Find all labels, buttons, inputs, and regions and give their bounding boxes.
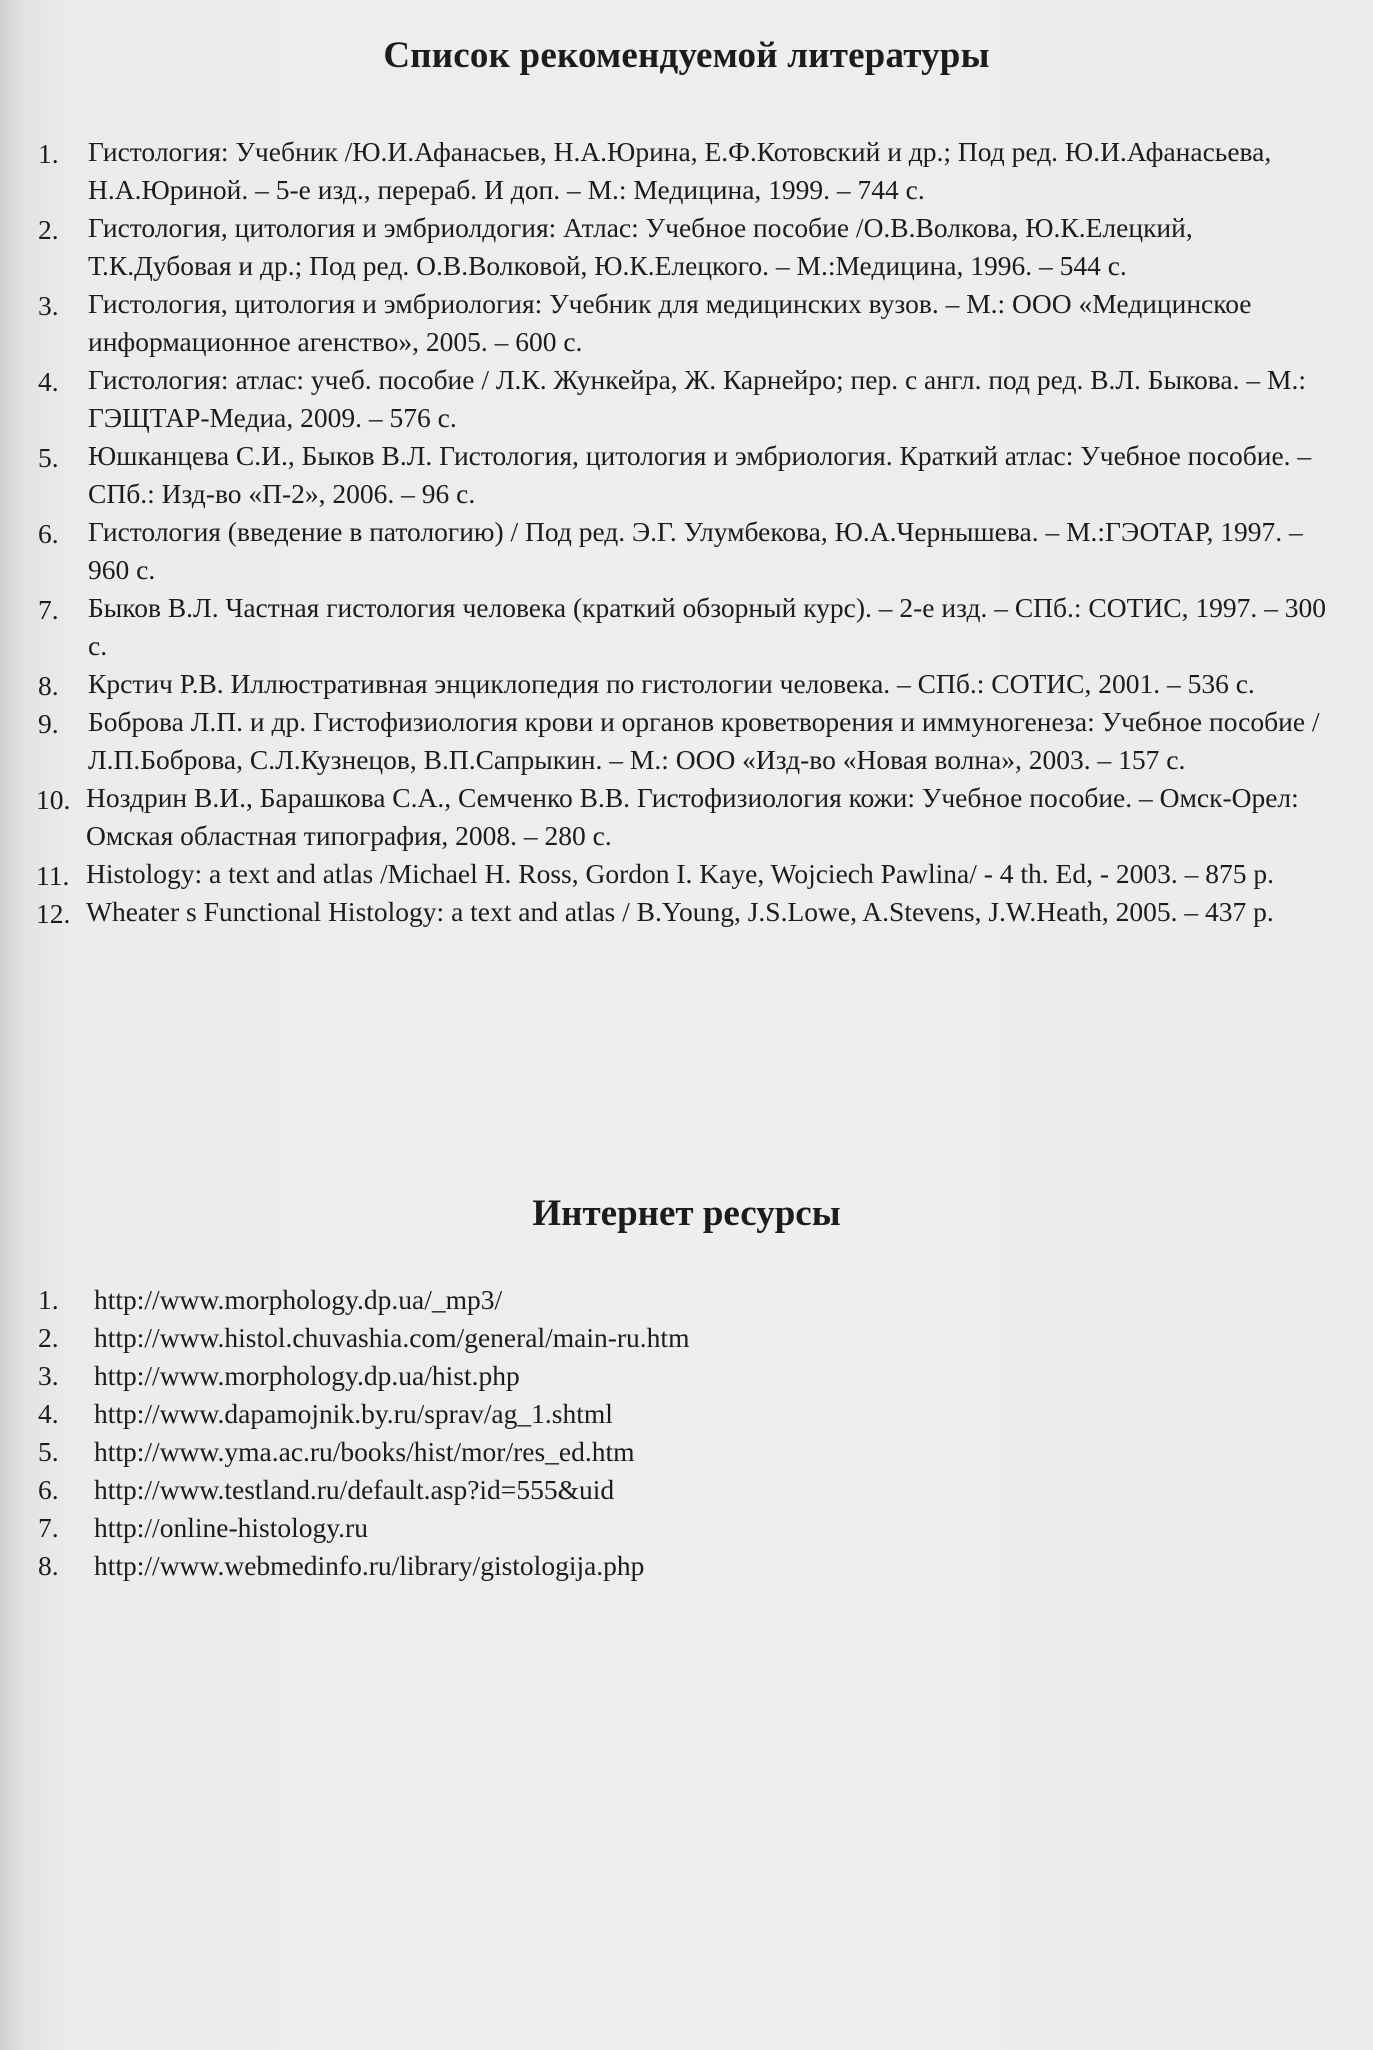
list-item: [0, 893, 1373, 931]
resource-url: http://www.yma.ac.ru/books/hist/mor/res_ed.htm: [94, 1436, 635, 1467]
resource-item: [0, 1319, 1373, 1357]
list-item-number: 9.: [38, 708, 59, 739]
section-title-internet-resources: Интернет ресурсы: [532, 1193, 841, 1234]
list-item: [0, 437, 1373, 513]
resource-url: http://www.morphology.dp.ua/hist.php: [94, 1360, 520, 1391]
list-item-text: Юшканцева С.И., Быков В.Л. Гистология, цитология и эмбриология. Краткий атлас: Учебное пособие. – СПб.: Изд-во «П-2», 2006. – 96 с.: [88, 440, 1312, 509]
list-item-number: 6.: [38, 518, 59, 549]
resource-item: [0, 1395, 1373, 1433]
resource-number: 4.: [38, 1398, 59, 1429]
list-item-text: Гистология, цитология и эмбриология: Учебник для медицинских вузов. – М.: ООО «Медицинское информационное агенство», 2005. – 600 с.: [88, 288, 1252, 357]
resource-number: 8.: [38, 1550, 59, 1581]
list-item: [0, 589, 1373, 665]
resource-item: [0, 1357, 1373, 1395]
resource-item: [0, 1471, 1373, 1509]
resource-url: http://online-histology.ru: [94, 1512, 368, 1543]
list-item-text: Крстич Р.В. Иллюстративная энциклопедия по гистологии человека. – СПб.: СОТИС, 2001. – 536 с.: [88, 668, 1255, 699]
resource-item: [0, 1547, 1373, 1585]
resource-number: 7.: [38, 1512, 59, 1543]
list-item-number: 12.: [36, 898, 71, 929]
list-item-number: 8.: [38, 670, 59, 701]
list-item-text: Гистология (введение в патологию) / Под ред. Э.Г. Улумбекова, Ю.А.Чернышева. – М.:ГЭОТАР, 1997. – 960 с.: [88, 516, 1303, 585]
list-item-text: Гистология: атлас: учеб. пособие / Л.К. Жункейра, Ж. Карнейро; пер. с англ. под ред. В.Л. Быкова. – М.: ГЭЩТАР-Медиа, 2009. – 576 с.: [88, 364, 1306, 433]
resource-number: 1.: [38, 1284, 59, 1315]
list-item-text: Histology: a text and atlas /Michael H. Ross, Gordon I. Kaye, Wojciech Pawlina/ - 4 th. Ed, - 2003. – 875 p.: [86, 858, 1274, 889]
list-item: [0, 703, 1373, 779]
resource-url: http://www.testland.ru/default.asp?id=555&uid: [94, 1474, 615, 1505]
list-item: [0, 779, 1373, 855]
resource-item: [0, 1509, 1373, 1547]
literature-list: [0, 133, 1373, 931]
resource-item: [0, 1281, 1373, 1319]
resource-url: http://www.dapamojnik.by.ru/sprav/ag_1.shtml: [94, 1398, 613, 1429]
list-item-text: Гистология, цитология и эмбриолдогия: Атлас: Учебное пособие /О.В.Волкова, Ю.К.Елецкий, Т.К.Дубовая и др.; Под ред. О.В.Волковой, Ю.К.Елецкого. – М.:Медицина, 1996. – 544 с.: [88, 212, 1193, 281]
resource-number: 6.: [38, 1474, 59, 1505]
list-item: [0, 513, 1373, 589]
resource-number: 5.: [38, 1436, 59, 1467]
resources-list: [0, 1281, 1373, 1585]
list-item-number: 11.: [36, 860, 70, 891]
resource-url: http://www.morphology.dp.ua/_mp3/: [94, 1284, 503, 1315]
list-item-number: 7.: [38, 594, 59, 625]
resource-item: [0, 1433, 1373, 1471]
list-item-number: 1.: [38, 138, 59, 169]
resource-url: http://www.webmedinfo.ru/library/gistologija.php: [94, 1550, 645, 1581]
resource-number: 2.: [38, 1322, 59, 1353]
list-item: [0, 855, 1373, 893]
list-item-text: Ноздрин В.И., Барашкова С.А., Семченко В.В. Гистофизиология кожи: Учебное пособие. – Омск-Орел: Омская областная типография, 2008. – 280 с.: [86, 782, 1299, 851]
page-title: Список рекомендуемой литературы: [383, 35, 990, 76]
list-item-text: Боброва Л.П. и др. Гистофизиология крови и органов кроветворения и иммуногенеза: Учебное пособие /Л.П.Боброва, С.Л.Кузнецов, В.П.Сапрыкин. – М.: ООО «Изд-во «Новая волна», 2003. – 157 с.: [88, 706, 1320, 775]
list-item: [0, 209, 1373, 285]
list-item-number: 10.: [36, 784, 71, 815]
list-item-text: Wheater s Functional Histology: a text and atlas / B.Young, J.S.Lowe, A.Stevens, J.W.Heath, 2005. – 437 p.: [86, 896, 1274, 927]
list-item-number: 5.: [38, 442, 59, 473]
list-item-number: 4.: [38, 366, 59, 397]
resource-number: 3.: [38, 1360, 59, 1391]
list-item: [0, 133, 1373, 209]
list-item-number: 3.: [38, 290, 59, 321]
list-item-text: Гистология: Учебник /Ю.И.Афанасьев, Н.А.Юрина, Е.Ф.Котовский и др.; Под ред. Ю.И.Афанасьева, Н.А.Юриной. – 5-е изд., перераб. И доп. – М.: Медицина, 1999. – 744 с.: [88, 136, 1272, 205]
list-item: [0, 361, 1373, 437]
list-item: [0, 285, 1373, 361]
list-item-number: 2.: [38, 214, 59, 245]
list-item-text: Быков В.Л. Частная гистология человека (краткий обзорный курс). – 2-е изд. – СПб.: СОТИС, 1997. – 300 с.: [88, 592, 1326, 661]
list-item: [0, 665, 1373, 703]
resource-url: http://www.histol.chuvashia.com/general/main-ru.htm: [94, 1322, 690, 1353]
